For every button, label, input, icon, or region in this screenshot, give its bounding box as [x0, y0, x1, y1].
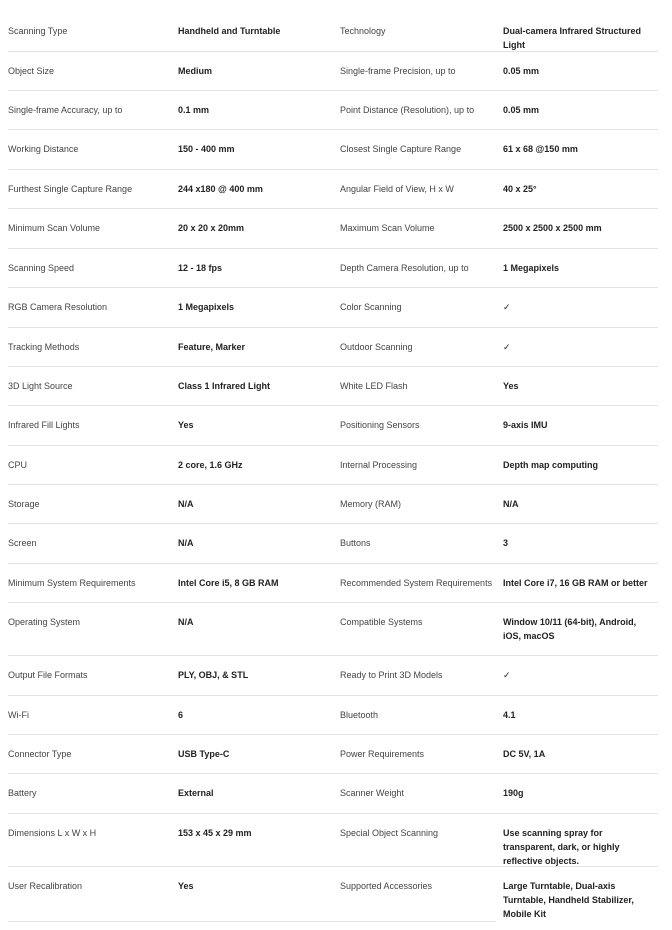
spec-row	[8, 367, 658, 406]
spec-label: Technology	[340, 26, 386, 36]
spec-label: Positioning Sensors	[340, 420, 420, 430]
spec-label: Angular Field of View, H x W	[340, 184, 454, 194]
spec-value: Handheld and Turntable	[178, 26, 281, 36]
spec-label: Scanner Weight	[340, 788, 404, 798]
spec-label: Furthest Single Capture Range	[8, 184, 133, 194]
spec-value: 153 x 45 x 29 mm	[178, 828, 252, 838]
spec-label: Single-frame Precision, up to	[340, 66, 456, 76]
spec-label: Minimum System Requirements	[8, 578, 136, 588]
spec-value: Intel Core i5, 8 GB RAM	[178, 578, 279, 588]
spec-row	[8, 867, 658, 921]
spec-value: DC 5V, 1A	[503, 749, 546, 759]
spec-value: Window 10/11 (64-bit), Android, iOS, macOS	[503, 617, 637, 641]
spec-label: Minimum Scan Volume	[8, 223, 101, 233]
spec-label: Depth Camera Resolution, up to	[340, 263, 469, 273]
spec-value: 190g	[503, 788, 524, 798]
spec-label: Maximum Scan Volume	[340, 223, 435, 233]
spec-label: Internal Processing	[340, 460, 418, 470]
spec-row	[8, 249, 658, 288]
spec-label: Output File Formats	[8, 670, 88, 680]
spec-label: Point Distance (Resolution), up to	[340, 105, 475, 115]
spec-row	[8, 774, 658, 814]
spec-value: 2500 x 2500 x 2500 mm	[503, 223, 602, 233]
spec-label: Wi-Fi	[8, 710, 29, 720]
spec-row	[8, 170, 658, 209]
spec-value: Yes	[503, 381, 519, 391]
spec-value: External	[178, 788, 214, 798]
spec-label: Operating System	[8, 617, 81, 627]
spec-label: Closest Single Capture Range	[340, 144, 462, 154]
spec-value: Yes	[178, 420, 194, 430]
spec-label: Color Scanning	[340, 302, 402, 312]
table-bottom-divider	[8, 921, 496, 922]
spec-label: 3D Light Source	[8, 381, 73, 391]
spec-value: 61 x 68 @150 mm	[503, 144, 578, 154]
spec-row	[8, 603, 658, 656]
spec-label: Buttons	[340, 538, 371, 548]
spec-row	[8, 814, 658, 867]
spec-row	[8, 446, 658, 485]
spec-label: Special Object Scanning	[340, 828, 439, 838]
spec-label: Memory (RAM)	[340, 499, 401, 509]
spec-value: Large Turntable, Dual-axis Turntable, Handheld Stabilizer, Mobile Kit	[503, 881, 634, 919]
spec-value: Class 1 Infrared Light	[178, 381, 271, 391]
spec-value: 150 - 400 mm	[178, 144, 235, 154]
spec-value: USB Type-C	[178, 749, 230, 759]
spec-value: ✓	[503, 670, 511, 680]
spec-value: ✓	[503, 342, 511, 352]
spec-value: Medium	[178, 66, 213, 76]
spec-row	[8, 524, 658, 564]
spec-value: 0.05 mm	[503, 66, 540, 76]
spec-value: Use scanning spray for transparent, dark, or highly reflective objects.	[503, 828, 620, 866]
spec-value: Depth map computing	[503, 460, 598, 470]
spec-label: White LED Flash	[340, 381, 408, 391]
spec-label: Working Distance	[8, 144, 79, 154]
spec-value: 4.1	[503, 710, 516, 720]
spec-value: ✓	[503, 302, 511, 312]
spec-label: Scanning Speed	[8, 263, 75, 273]
spec-value: 12 - 18 fps	[178, 263, 223, 273]
spec-row	[8, 564, 658, 603]
spec-label: Bluetooth	[340, 710, 379, 720]
spec-value: N/A	[178, 499, 194, 509]
spec-row	[8, 656, 658, 696]
spec-value: 9-axis IMU	[503, 420, 548, 430]
spec-row	[8, 52, 658, 91]
spec-value: N/A	[178, 538, 194, 548]
spec-value: 0.1 mm	[178, 105, 210, 115]
spec-row	[8, 696, 658, 735]
spec-value: Intel Core i7, 16 GB RAM or better	[503, 578, 648, 588]
spec-value: Feature, Marker	[178, 342, 246, 352]
spec-value: 20 x 20 x 20mm	[178, 223, 245, 233]
spec-value: N/A	[503, 499, 519, 509]
spec-row	[8, 485, 658, 524]
spec-label: Battery	[8, 788, 37, 798]
spec-row	[8, 130, 658, 170]
spec-value: 244 x180 @ 400 mm	[178, 184, 263, 194]
spec-label: Compatible Systems	[340, 617, 423, 627]
spec-value: 1 Megapixels	[503, 263, 560, 273]
spec-value: 6	[178, 710, 184, 720]
spec-value: Yes	[178, 881, 194, 891]
spec-value: 2 core, 1.6 GHz	[178, 460, 243, 470]
spec-label: Object Size	[8, 66, 55, 76]
spec-label: Connector Type	[8, 749, 72, 759]
spec-row	[8, 12, 658, 52]
spec-label: Dimensions L x W x H	[8, 828, 97, 838]
spec-row	[8, 288, 658, 328]
spec-row	[8, 328, 658, 367]
spec-value: PLY, OBJ, & STL	[178, 670, 249, 680]
spec-label: Ready to Print 3D Models	[340, 670, 443, 680]
spec-value: 1 Megapixels	[178, 302, 235, 312]
spec-value: Dual-camera Infrared Structured Light	[503, 26, 642, 50]
spec-label: Recommended System Requirements	[340, 578, 493, 588]
spec-label: RGB Camera Resolution	[8, 302, 108, 312]
spec-label: Infrared Fill Lights	[8, 420, 80, 430]
spec-label: Power Requirements	[340, 749, 425, 759]
spec-label: User Recalibration	[8, 881, 83, 891]
spec-row	[8, 406, 658, 446]
spec-label: Outdoor Scanning	[340, 342, 413, 352]
spec-value: 0.05 mm	[503, 105, 540, 115]
spec-label: Tracking Methods	[8, 342, 80, 352]
spec-row	[8, 735, 658, 774]
spec-value: 3	[503, 538, 509, 548]
spec-label: Storage	[8, 499, 40, 509]
spec-value: N/A	[178, 617, 194, 627]
spec-label: CPU	[8, 460, 28, 470]
spec-label: Scanning Type	[8, 26, 68, 36]
spec-label: Supported Accessories	[340, 881, 433, 891]
spec-label: Screen	[8, 538, 37, 548]
spec-value: 40 x 25°	[503, 184, 537, 194]
spec-label: Single-frame Accuracy, up to	[8, 105, 123, 115]
spec-row	[8, 91, 658, 130]
spec-row	[8, 209, 658, 249]
